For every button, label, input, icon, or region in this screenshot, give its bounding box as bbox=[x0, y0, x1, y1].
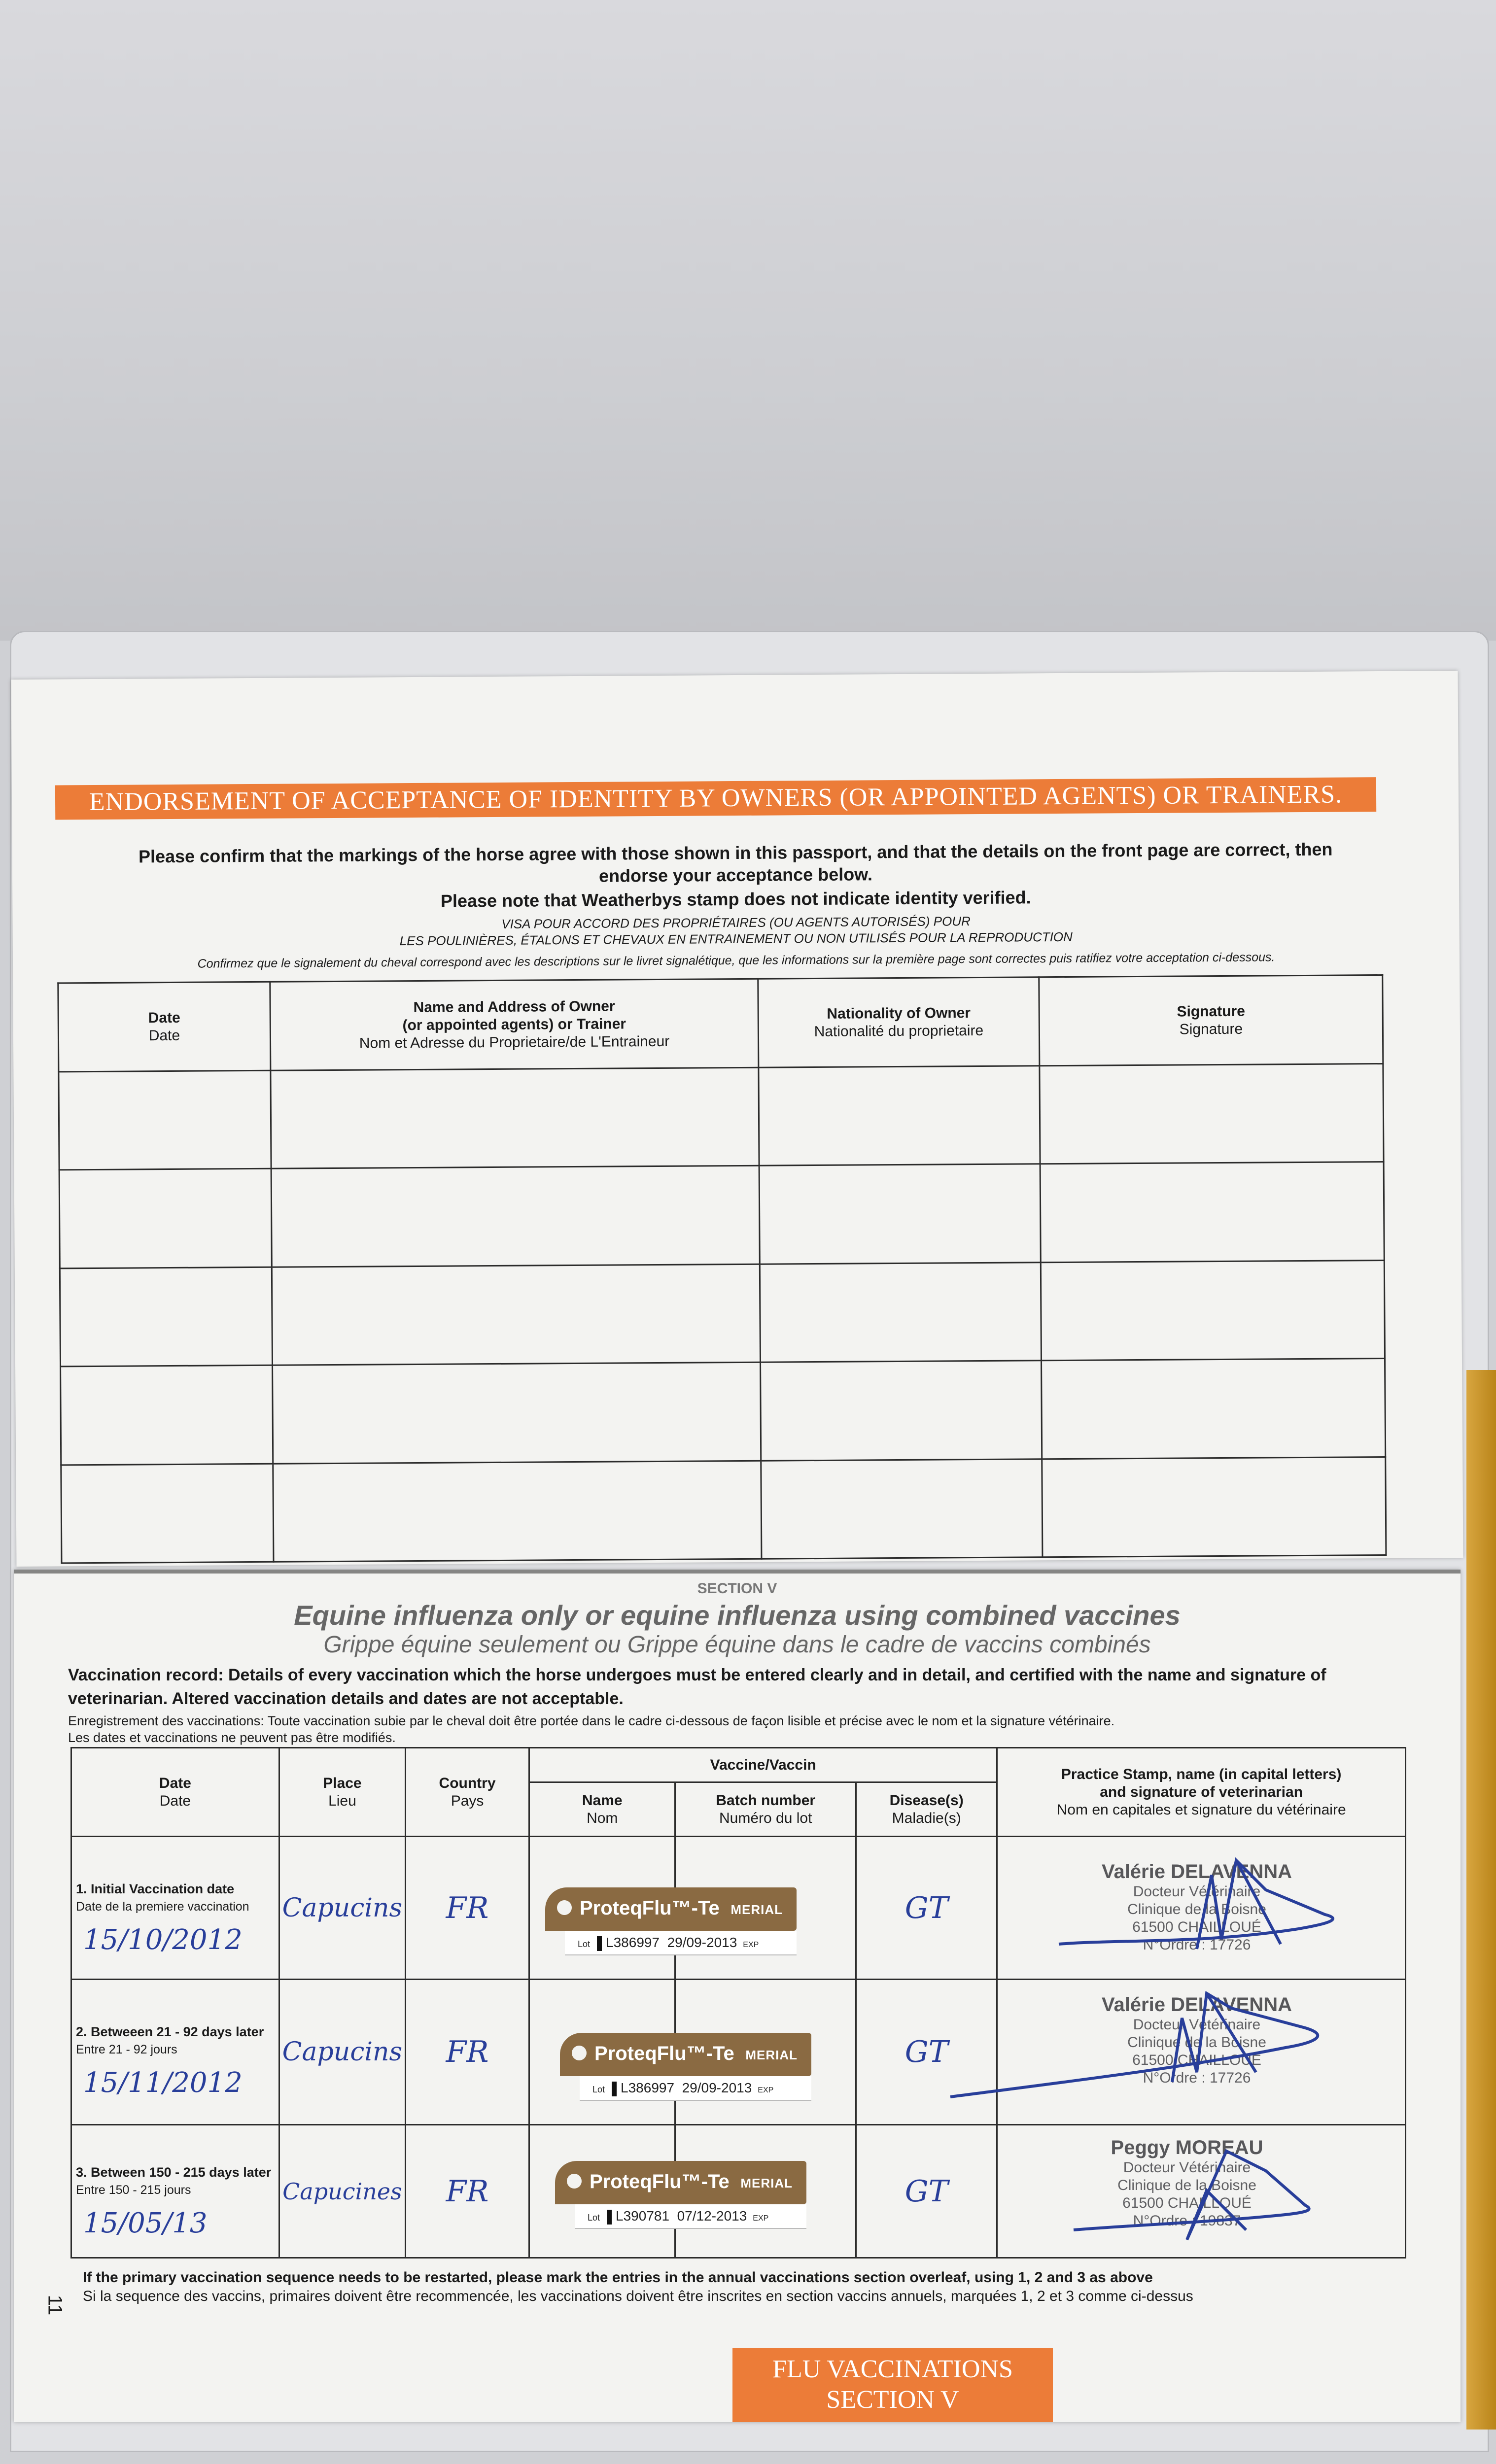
country-cell[interactable]: FR bbox=[405, 1837, 529, 1980]
vac-date-cell[interactable]: 2. Betweeen 21 - 92 days later Entre 21 - 92 jours 15/11/2012 bbox=[71, 1980, 279, 2125]
batch-header: Batch number Numéro du lot bbox=[675, 1782, 856, 1837]
instruction-line-3: Please note that Weatherbys stamp does not indicate identity verified. bbox=[440, 887, 1031, 911]
date-cell[interactable] bbox=[59, 1169, 272, 1268]
vaccine-header: Vaccine/Vaccin bbox=[529, 1748, 997, 1782]
sticker-tab-icon bbox=[567, 2174, 582, 2189]
endorsement-row bbox=[60, 1260, 1385, 1367]
endorsement-row bbox=[59, 1063, 1384, 1170]
nationality-cell[interactable] bbox=[759, 1164, 1041, 1264]
endorsement-row bbox=[61, 1359, 1386, 1465]
sticker-lot: L390781 bbox=[616, 2208, 670, 2224]
sticker-lot: L386997 bbox=[621, 2080, 675, 2095]
sticker-brand: MERIAL bbox=[740, 2176, 793, 2190]
sticker-brand: MERIAL bbox=[745, 2048, 798, 2062]
endorsement-page bbox=[11, 671, 1463, 1567]
nationality-cell[interactable] bbox=[761, 1459, 1043, 1559]
sticker-expiry: 07/12-2013 bbox=[677, 2208, 747, 2224]
disease-cell[interactable]: GT bbox=[856, 1980, 997, 2125]
nationality-cell[interactable] bbox=[759, 1066, 1040, 1166]
sticker-product: ProteqFlu™-Te bbox=[590, 2171, 730, 2192]
record-instruction: Vaccination record: Details of every vaccination which the horse undergoes must be entered clearly and in detail, and certified with the name and signature of veterinarian. Altered vaccination details and dates are not acceptable. bbox=[68, 1666, 1326, 1708]
section-label: SECTION V bbox=[697, 1580, 777, 1597]
signature-header: Signature Signature bbox=[1039, 975, 1383, 1065]
vet-stamp: Valérie DELAVENNA Docteur Vétérinaire Clinique de la Boisne 61500 CHAILLOUÉ N°Ordre : 17726 bbox=[1101, 1861, 1292, 1953]
flu-subtitle: Grippe équine seulement ou Grippe équine dans le cadre de vaccins combinés bbox=[323, 1632, 1151, 1658]
country-cell[interactable]: FR bbox=[405, 2125, 529, 2258]
owner-cell[interactable] bbox=[271, 1067, 759, 1168]
sticker-tab-icon bbox=[572, 2046, 587, 2060]
scanner-background bbox=[0, 0, 1496, 641]
sticker-product: ProteqFlu™-Te bbox=[580, 1897, 720, 1919]
place-cell[interactable]: Capucines bbox=[279, 2125, 405, 2258]
owner-cell[interactable] bbox=[273, 1461, 762, 1562]
instruction-line-2: endorse your acceptance below. bbox=[598, 864, 873, 886]
endorsement-header-row bbox=[58, 975, 1383, 1071]
handwritten-date: 15/10/2012 bbox=[83, 1924, 243, 1956]
date-cell[interactable] bbox=[60, 1267, 272, 1367]
place-header: Place Lieu bbox=[279, 1748, 405, 1837]
footer-french: Si la sequence des vaccins, primaires doivent être recommencée, les vaccinations doivent être inscrites en section vaccins annuels, marquées 1, 2 et 3 comme ci-dessus bbox=[83, 2288, 1193, 2304]
disease-cell[interactable]: GT bbox=[856, 1837, 997, 1980]
disease-cell[interactable]: GT bbox=[856, 2125, 997, 2258]
date-cell[interactable] bbox=[61, 1365, 273, 1465]
vac-date-cell[interactable]: 3. Between 150 - 215 days later Entre 150 - 215 jours 15/05/13 bbox=[71, 2125, 279, 2258]
nationality-cell[interactable] bbox=[760, 1263, 1041, 1363]
date-cell[interactable] bbox=[59, 1070, 271, 1170]
vet-signature-2 bbox=[940, 1988, 1384, 2107]
handwritten-date: 15/05/13 bbox=[83, 2207, 208, 2239]
vaccination-page bbox=[14, 1570, 1461, 2422]
owner-cell[interactable] bbox=[271, 1166, 760, 1267]
sticker-expiry: 29/09-2013 bbox=[682, 2080, 752, 2095]
vaccine-sticker: ProteqFlu™-Te MERIAL Lot L390781 07/12-2013 EXP bbox=[555, 2161, 806, 2230]
date-cell[interactable] bbox=[61, 1464, 274, 1563]
vet-signature-3 bbox=[1059, 2141, 1355, 2255]
sticker-product: ProteqFlu™-Te bbox=[594, 2043, 734, 2064]
flu-title: Equine influenza only or equine influenza using combined vaccines bbox=[294, 1600, 1181, 1631]
sticker-expiry: 29/09-2013 bbox=[667, 1935, 737, 1950]
visa-line-2: LES POULINIÈRES, ÉTALONS ET CHEVAUX EN ENTRAINEMENT OU NON UTILISÉS POUR LA REPRODUCTION bbox=[399, 929, 1073, 949]
disease-header: Disease(s) Maladie(s) bbox=[856, 1782, 997, 1837]
place-cell[interactable]: Capucins bbox=[279, 1980, 405, 2125]
signature-cell[interactable] bbox=[1040, 1162, 1384, 1263]
page-number: 11 bbox=[44, 2294, 66, 2316]
endorsement-banner: ENDORSEMENT OF ACCEPTANCE OF IDENTITY BY OWNERS (OR APPOINTED AGENTS) OR TRAINERS. bbox=[55, 777, 1376, 820]
sticker-brand: MERIAL bbox=[731, 1902, 783, 1917]
stamp-header: Practice Stamp, name (in capital letters) and signature of veterinarian Nom en capitales et signature du vétérinaire bbox=[997, 1748, 1406, 1837]
confirm-french: Confirmez que le signalement du cheval correspond avec les descriptions sur le livret signalétique, que les informations sur la première page sont correctes puis ratifiez votre acceptation ci-dessous. bbox=[197, 950, 1275, 971]
instruction-line-1: Please confirm that the markings of the horse agree with those shown in this passport, and that the details on the front page are correct, then bbox=[138, 839, 1333, 867]
signature-cell[interactable] bbox=[1042, 1457, 1386, 1557]
vac-header-row-1 bbox=[71, 1748, 1406, 1782]
owner-cell[interactable] bbox=[273, 1362, 761, 1463]
vaccine-name-header: Name Nom bbox=[529, 1782, 675, 1837]
signature-cell[interactable] bbox=[1040, 1063, 1384, 1164]
record-french: Enregistrement des vaccinations: Toute vaccination subie par le cheval doit être portée dans le cadre ci-dessous de façon lisible et précise avec le nom et la signature vétérinaire. Les dates et vaccinations ne peuvent pas être modifiés. bbox=[68, 1713, 1115, 1745]
owner-header: Name and Address of Owner (or appointed agents) or Trainer Nom et Adresse du Proprietaire/de L'Entraineur bbox=[270, 979, 759, 1070]
vet-stamp: Peggy MOREAU Docteur Vétérinaire Clinique de la Boisne 61500 CHAILLOUÉ N°Ordre : 19837 bbox=[1111, 2137, 1263, 2229]
sticker-tab-icon bbox=[557, 1900, 572, 1915]
vac-date-cell[interactable]: 1. Initial Vaccination date Date de la premiere vaccination 15/10/2012 bbox=[71, 1837, 279, 1980]
endorsement-row bbox=[59, 1162, 1384, 1268]
booklet-cover-edge bbox=[1466, 1370, 1496, 2430]
nationality-header: Nationality of Owner Nationalité du proprietaire bbox=[758, 977, 1040, 1067]
vaccine-sticker: ProteqFlu™-Te MERIAL Lot L386997 29/09-2013 EXP bbox=[545, 1887, 797, 1956]
visa-line-1: VISA POUR ACCORD DES PROPRIÉTAIRES (OU AGENTS AUTORISÉS) POUR bbox=[501, 914, 971, 931]
vet-signature-1 bbox=[1049, 1846, 1394, 1974]
barcode-mark-icon bbox=[607, 2210, 612, 2224]
endorsement-row bbox=[61, 1457, 1386, 1563]
signature-cell[interactable] bbox=[1041, 1260, 1385, 1361]
endorsement-table bbox=[57, 974, 1387, 1564]
vet-stamp: Valérie DELAVENNA Docteur Vétérinaire Clinique de la Boisne 61500 CHAILLOUÉ N°Ordre : 17726 bbox=[1101, 1994, 1292, 2086]
handwritten-date: 15/11/2012 bbox=[83, 2067, 243, 2099]
signature-cell[interactable] bbox=[1042, 1359, 1386, 1459]
barcode-mark-icon bbox=[597, 1936, 602, 1951]
vaccine-sticker: ProteqFlu™-Te MERIAL Lot L386997 29/09-2013 EXP bbox=[560, 2033, 811, 2102]
date-header: Date Date bbox=[58, 982, 271, 1072]
owner-cell[interactable] bbox=[272, 1264, 760, 1365]
country-header: Country Pays bbox=[405, 1748, 529, 1837]
flu-vaccinations-box: FLU VACCINATIONS SECTION V bbox=[732, 2348, 1053, 2422]
footer-instruction: If the primary vaccination sequence needs to be restarted, please mark the entries in the annual vaccinations section overleaf, using 1, 2 and 3 as above bbox=[83, 2269, 1153, 2286]
sticker-lot: L386997 bbox=[606, 1935, 660, 1950]
barcode-mark-icon bbox=[612, 2082, 617, 2096]
nationality-cell[interactable] bbox=[761, 1361, 1042, 1461]
place-cell[interactable]: Capucins bbox=[279, 1837, 405, 1980]
vac-date-header: Date Date bbox=[71, 1748, 279, 1837]
country-cell[interactable]: FR bbox=[405, 1980, 529, 2125]
